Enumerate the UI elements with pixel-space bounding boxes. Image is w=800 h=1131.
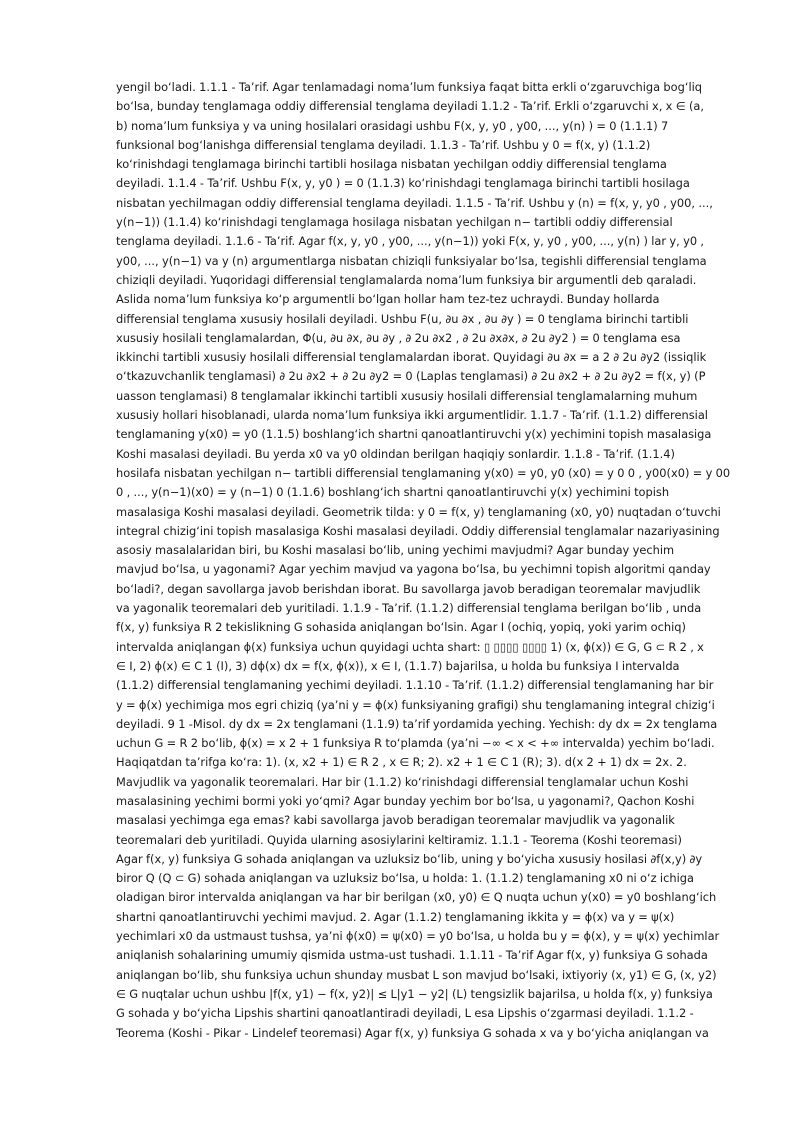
text-line: y(n−1)) (1.1.4) ko‘rinishdagi tenglamaga hosilaga nisbatan yechilgan n− tartibli oddiy differensial (116, 215, 673, 230)
text-line: oladigan biror intervalda aniqlangan va har bir berilgan (x0, y0) ∈ Q nuqta uchun y(x0) = y0 boshlang‘ich (116, 890, 717, 905)
text-line: yengil bo‘ladi. 1.1.1 - Ta’rif. Agar tenlamadagi noma’lum funksiya faqat bitta erkli o‘zgaruvchiga bog‘liq (116, 80, 703, 94)
text-line: G sohada y bo‘yicha Lipshis shartini qanoatlantiradi deyiladi, L esa Lipshis o‘zgarmasi deyiladi. 1.1.2 - (116, 1006, 694, 1021)
text-line: bo‘lsa, bunday tenglamaga oddiy differensial tenglama deyiladi 1.1.2 - Ta’rif. Erkli o‘zgaruvchi x, x ∈ (a, (116, 99, 704, 114)
text-line: Aslida noma’lum funksiya ko‘p argumentli bo‘lgan hollar ham tez-tez uchraydi. Bunday hollarda (116, 292, 660, 307)
text-line: differensial tenglama xususiy hosilali deyiladi. Ushbu F(u, ∂u ∂x , ∂u ∂y ) = 0 tenglama birinchi tartibli (116, 311, 689, 326)
text-line: Haqiqatdan ta’rifga ko‘ra: 1). (x, x2 + 1) ∈ R 2 , x ∈ R; 2). x2 + 1 ∈ C 1 (R); 3). d(x 2 + 1) dx = 2x. 2. (116, 755, 687, 770)
text-line: y00, ..., y(n−1) va y (n) argumentlarga nisbatan chiziqli funksiyalar bo‘lsa, tegishli differensial tenglama (116, 253, 707, 268)
text-line: y = ϕ(x) yechimiga mos egri chiziq (ya’ni y = ϕ(x) funksiyaning grafigi) shu tenglamaning integral chizig‘i (116, 697, 715, 712)
text-line: masalasi yechimga ega emas? kabi savollarga javob beradigan teoremalar mavjudlik va yagonalik (116, 813, 675, 828)
text-line: Agar f(x, y) funksiya G sohada aniqlangan va uzluksiz bo‘lib, uning y bo‘yicha xususiy hosilasi ∂f(x,y) ∂y (116, 851, 703, 866)
text-line: xususiy hosilali tenglamalardan, Φ(u, ∂u ∂x, ∂u ∂y , ∂ 2u ∂x2 , ∂ 2u ∂x∂x, ∂ 2u ∂y2 ) = 0 tenglama esa (116, 330, 681, 345)
text-line: xususiy hollari hisoblanadi, ularda noma’lum funksiya ikki argumentlidir. 1.1.7 - Ta’rif. (1.1.2) differensial (116, 408, 708, 423)
text-line: b) noma’lum funksiya y va uning hosilalari orasidagi ushbu F(x, y, y0 , y00, ..., y(n) ) = 0 (1.1.1) 7 (116, 118, 669, 133)
text-line: masalasiga Koshi masalasi deyiladi. Geometrik tilda: y 0 = f(x, y) tenglamaning (x0, y0) nuqtadan o‘tuvchi (116, 504, 721, 519)
text-line: aniqlangan bo‘lib, shu funksiya uchun shunday musbat L son mavjud bo‘lsaki, ixtiyoriy (x, y1) ∈ G, (x, y2) (116, 967, 717, 982)
body-text (116, 78, 744, 1043)
text-line: f(x, y) funksiya R 2 tekislikning G sohasida aniqlangan bo‘lsin. Agar I (ochiq, yopiq, yoki yarim ochiq) (116, 620, 686, 635)
text-line: Mavjudlik va yagonalik teoremalari. Har bir (1.1.2) ko‘rinishdagi differensial tenglamalar uchun Koshi (116, 774, 689, 789)
text-line: ko‘rinishdagi tenglamaga birinchi tartibli hosilaga nisbatan yechilgan oddiy differensial tenglama (116, 157, 667, 172)
text-line: ∈ I, 2) ϕ(x) ∈ C 1 (I), 3) dϕ(x) dx = f(x, ϕ(x)), x ∈ I, (1.1.7) bajarilsa, u holda bu funksiya I intervalda (116, 658, 680, 673)
text-line: bo‘ladi?, degan savollarga javob berishdan iborat. Bu savollarga javob beradigan teoremalar mavjudlik (116, 581, 701, 596)
text-line: asosiy masalalaridan biri, bu Koshi masalasi bo‘lib, uning yechimi mavjudmi? Agar bunday yechim (116, 543, 675, 558)
text-line: deyiladi. 1.1.4 - Ta’rif. Ushbu F(x, y, y0 ) = 0 (1.1.3) ko‘rinishdagi tenglamaga birinchi tartibli hosilaga (116, 176, 690, 191)
text-line: masalasining yechimi bormi yoki yo‘qmi? Agar bunday yechim bor bo‘lsa, u yagonami?, Qachon Koshi (116, 793, 695, 808)
text-line: uchun G = R 2 bo‘lib, ϕ(x) = x 2 + 1 funksiya R to‘plamda (ya’ni −∞ < x < +∞ intervalda) yechim bo‘ladi. (116, 736, 715, 751)
text-line: tenglama deyiladi. 1.1.6 - Ta’rif. Agar f(x, y, y0 , y00, ..., y(n−1)) yoki F(x, y, y0 , y00, ..., y(n) ) lar y, y0 , (116, 234, 705, 249)
text-line: intervalda aniqlangan ϕ(x) funksiya uchun quyidagi uchta shart: ▯ ▯▯▯▯ ▯▯▯▯ 1) (x, ϕ(x)) ∈ G, G ⊂ R 2 , x (116, 639, 704, 654)
text-line: Teorema (Koshi - Pikar - Lindelef teoremasi) Agar f(x, y) funksiya G sohada x va y bo‘yicha aniqlangan va (116, 1025, 709, 1040)
text-line: shartni qanoatlantiruvchi yechimi mavjud. 2. Agar (1.1.2) tenglamaning ikkita y = ϕ(x) va y = ψ(x) (116, 909, 675, 924)
text-line: tenglamaning y(x0) = y0 (1.1.5) boshlang‘ich shartni qanoatlantiruvchi y(x) yechimini topish masalasiga (116, 427, 712, 442)
text-line: o‘tkazuvchanlik tenglamasi) ∂ 2u ∂x2 + ∂ 2u ∂y2 = 0 (Laplas tenglamasi) ∂ 2u ∂x2 + ∂ 2u ∂y2 = f(x, y) (P (116, 369, 706, 384)
text-line: (1.1.2) differensial tenglamaning yechimi deyiladi. 1.1.10 - Ta’rif. (1.1.2) differensial tenglamaning har bir (116, 678, 714, 693)
text-line: uasson tenglamasi) 8 tenglamalar ikkinchi tartibli xususiy hosilali differensial tenglamalarning muhum (116, 388, 698, 403)
text-line: biror Q (Q ⊂ G) sohada aniqlangan va uzluksiz bo‘lsa, u holda: 1. (1.1.2) tenglamaning x0 ni o‘z ichiga (116, 871, 694, 886)
text-line: chiziqli deyiladi. Yuqoridagi differensial tenglamalarda noma’lum funksiya bir argumentli deb qaraladi. (116, 272, 697, 287)
text-line: integral chizig‘ini topish masalasiga Koshi masalasi deyiladi. Oddiy differensial tenglamalar nazariyasining (116, 523, 720, 538)
text-line: 0 , ..., y(n−1)(x0) = y (n−1) 0 (1.1.6) boshlang‘ich shartni qanoatlantiruvchi y(x) yechimini topish (116, 485, 670, 500)
text-line: nisbatan yechilmagan oddiy differensial tenglama deyiladi. 1.1.5 - Ta’rif. Ushbu y (n) = f(x, y, y0 , y00, ..., (116, 195, 713, 210)
text-line: ∈ G nuqtalar uchun ushbu |f(x, y1) − f(x, y2)| ≤ L|y1 − y2| (L) tengsizlik bajarilsa, u holda f(x, y) funksiya (116, 986, 713, 1001)
text-line: funksional bog‘lanishga differensial tenglama deyiladi. 1.1.3 - Ta’rif. Ushbu y 0 = f(x, y) (1.1.2) (116, 137, 651, 152)
text-line: aniqlanish sohalarining umumiy qismida ustma-ust tushadi. 1.1.11 - Ta’rif Agar f(x, y) funksiya G sohada (116, 948, 708, 963)
text-line: deyiladi. 9 1 -Misol. dy dx = 2x tenglamani (1.1.9) ta’rif yordamida yeching. Yechish: dy dx = 2x tenglama (116, 716, 718, 731)
text-line: yechimlari x0 da ustmaust tushsa, ya’ni ϕ(x0) = ψ(x0) = y0 bo‘lsa, u holda bu y = ϕ(x), y = ψ(x) yechimlar (116, 929, 720, 944)
text-line: teoremalari deb yuritiladi. Quyida ularning asosiylarini keltiramiz. 1.1.1 - Teorema (Koshi teoremasi) (116, 832, 682, 847)
text-line: ikkinchi tartibli xususiy hosilali differensial tenglamalardan iborat. Quyidagi ∂u ∂x = a 2 ∂ 2u ∂y2 (issiqlik (116, 350, 707, 365)
text-line: mavjud bo‘lsa, u yagonami? Agar yechim mavjud va yagona bo‘lsa, bu yechimni topish algoritmi qanday (116, 562, 711, 577)
text-line: va yagonalik teoremalari deb yuritiladi. 1.1.9 - Ta’rif. (1.1.2) differensial tenglama berilgan bo‘lib , unda (116, 601, 702, 616)
text-line: Koshi masalasi deyiladi. Bu yerda x0 va y0 oldindan berilgan haqiqiy sonlardir. 1.1.8 - Ta’rif. (1.1.4) (116, 446, 675, 461)
text-line: hosilafa nisbatan yechilgan n− tartibli differensial tenglamaning y(x0) = y0, y0 (x0) = y 0 0 , y00(x0) = y 00 (116, 465, 731, 480)
